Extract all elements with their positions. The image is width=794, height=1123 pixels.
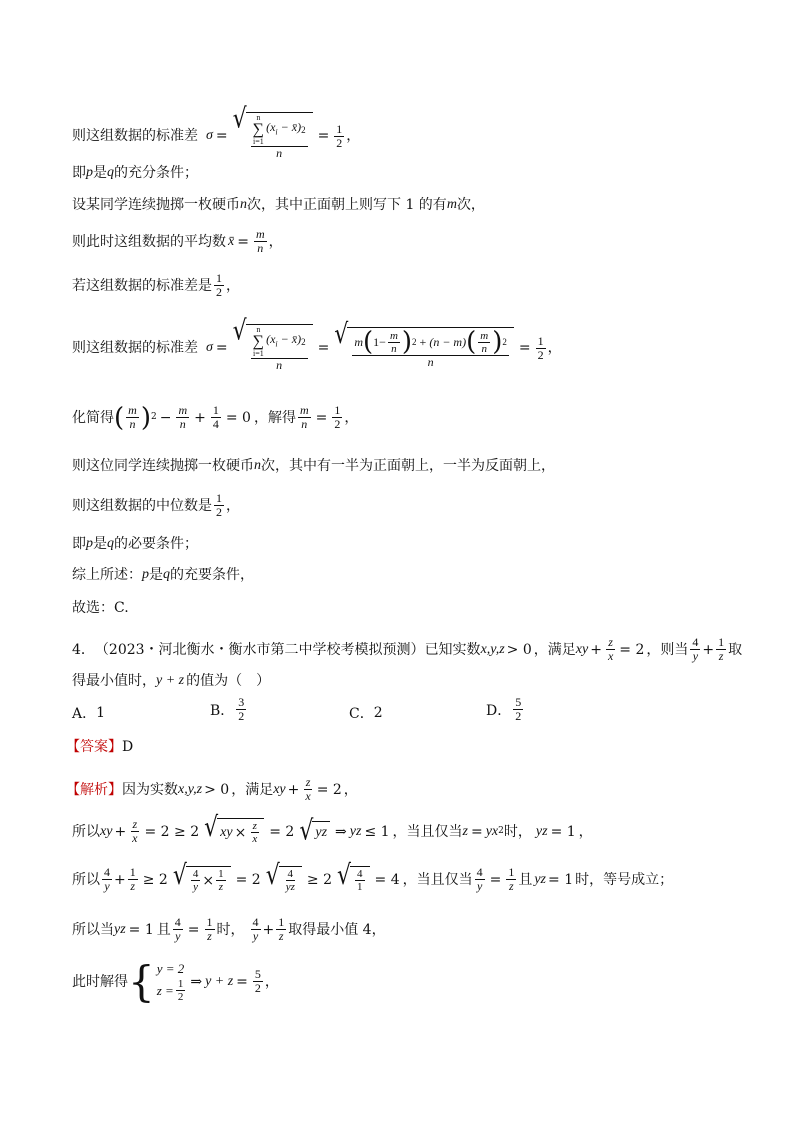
std-sqrt: √ n ∑ i=1 ($x_i$ − x̄) 2 n <box>233 112 313 160</box>
analysis-line-5: 此时解得 { y = 2 z = $\frac{1}{2}$ ⇒ y + z = $\frac{5}{2}$ ， <box>72 956 279 1006</box>
sigma-symbol: σ <box>206 128 213 143</box>
analysis-line-1: 【解析】 因为实数 x,y,z > 0 ，满足 xy + $\frac{z}{x}$ = 2 ， <box>66 775 358 803</box>
analysis-line-4: 所以当 yz = 1 且 $\frac{4}{y}$ = $\frac{1}{z}$ 时， $\frac{4}{y}$ + $\frac{1}{z}$ 取得最小值 4， <box>72 915 386 943</box>
answer-line <box>66 740 133 754</box>
analysis-line-3: 所以 $\frac{4}{y}$ + $\frac{1}{z}$ ≥ 2 √ $\frac{4}{y}$ × $\frac{1}{z}$ = 2 √ $\frac{4}{yz}$ ≥ 2 √ $\frac{4}{1}$ = 4 ，当且仅当 $\frac{4}{y}$ = $\frac{1}{z}$ 且 yz = 1 时，等号成立； <box>72 860 674 893</box>
half-fraction: $\frac{1}{2}$ <box>336 121 343 150</box>
median-line: 则这组数据的中位数是 $\frac{1}{2}$ ， <box>72 491 240 519</box>
summary-line: 综上所述： p 是 q 的充要条件， <box>72 567 254 583</box>
option-b[interactable]: B． $\frac{3}{2}$ <box>210 695 245 723</box>
sufficient-line: 即 p 是 q 的充分条件； <box>72 165 198 181</box>
answer-value: D <box>122 739 134 755</box>
expanded-sqrt: √ m ( 1− $\frac{m}{n}$ ) 2 + (n − m) ( $\frac{m}{n}$ ) 2 n <box>334 327 514 369</box>
question-source: （2023・河北衡水・衡水市第二中学校考模拟预测） <box>94 641 425 658</box>
analysis-label: 【解析】 <box>66 781 122 798</box>
setup-line: 设某同学连续抛掷一枚硬币 n 次，其中正面朝上则写下 1 的有 m 次， <box>72 197 485 213</box>
std-line-1: 则这组数据的标准差 σ = √ n ∑ i=1 ($x_i$ − x̄) 2 n = $\frac{1}{2}$ ， <box>72 103 361 160</box>
answer-label: 【答案】 <box>66 739 122 755</box>
simplify-line: 化简得 ( $\frac{m}{n}$ ) 2 − $\frac{m}{n}$ + $\frac{1}{4}$ = 0 ，解得 $\frac{m}{n}$ = $\frac{1}{2}$ ， <box>72 402 359 433</box>
option-d[interactable]: D． $\frac{5}{2}$ <box>486 695 522 723</box>
question-4-line-1: 4． （2023・河北衡水・衡水市第二中学校考模拟预测） 已知实数 x,y,z > 0 ，满足 xy + $\frac{z}{x}$ = 2 ，则当 $\frac{4}{y}$ + $\frac{1}{z}$ 取 <box>72 635 743 663</box>
std-intro-text: 则这组数据的标准差 <box>72 128 198 144</box>
half-heads-line: 则这位同学连续抛掷一枚硬币 n 次，其中有一半为正面朝上，一半为反面朝上， <box>72 458 555 474</box>
choose-line: 故选：C. <box>72 600 129 616</box>
option-c[interactable]: C． 2 <box>349 705 383 722</box>
mean-line: 则此时这组数据的平均数 x̄ = $\frac{m}{n}$ ， <box>72 227 283 255</box>
option-a[interactable]: A． 1 <box>72 705 106 722</box>
question-4-line-2: 得最小值时， y + z 的值为（ ） <box>72 673 271 689</box>
necessary-line: 即 p 是 q 的必要条件； <box>72 536 198 552</box>
std-line-2: 则这组数据的标准差 σ = √ n ∑ i=1 ($x_i$ − x̄) 2 n = √ m ( 1− $\frac{m}{n}$ ) 2 + (n − m) ( $\frac{m}{n}$ ) 2 n = $\frac{1}{2}$ ， <box>72 315 562 372</box>
analysis-line-2: 所以 xy + $\frac{z}{x}$ = 2 ≥ 2 √ xy × $\frac{z}{x}$ = 2 √ yz ⇒ yz ≤ 1 ，当且仅当 z = yx 2 时， yz = 1 ， <box>72 812 593 847</box>
question-number: 4． <box>72 641 95 658</box>
if-std-line: 若这组数据的标准差是 $\frac{1}{2}$ ， <box>72 271 240 299</box>
